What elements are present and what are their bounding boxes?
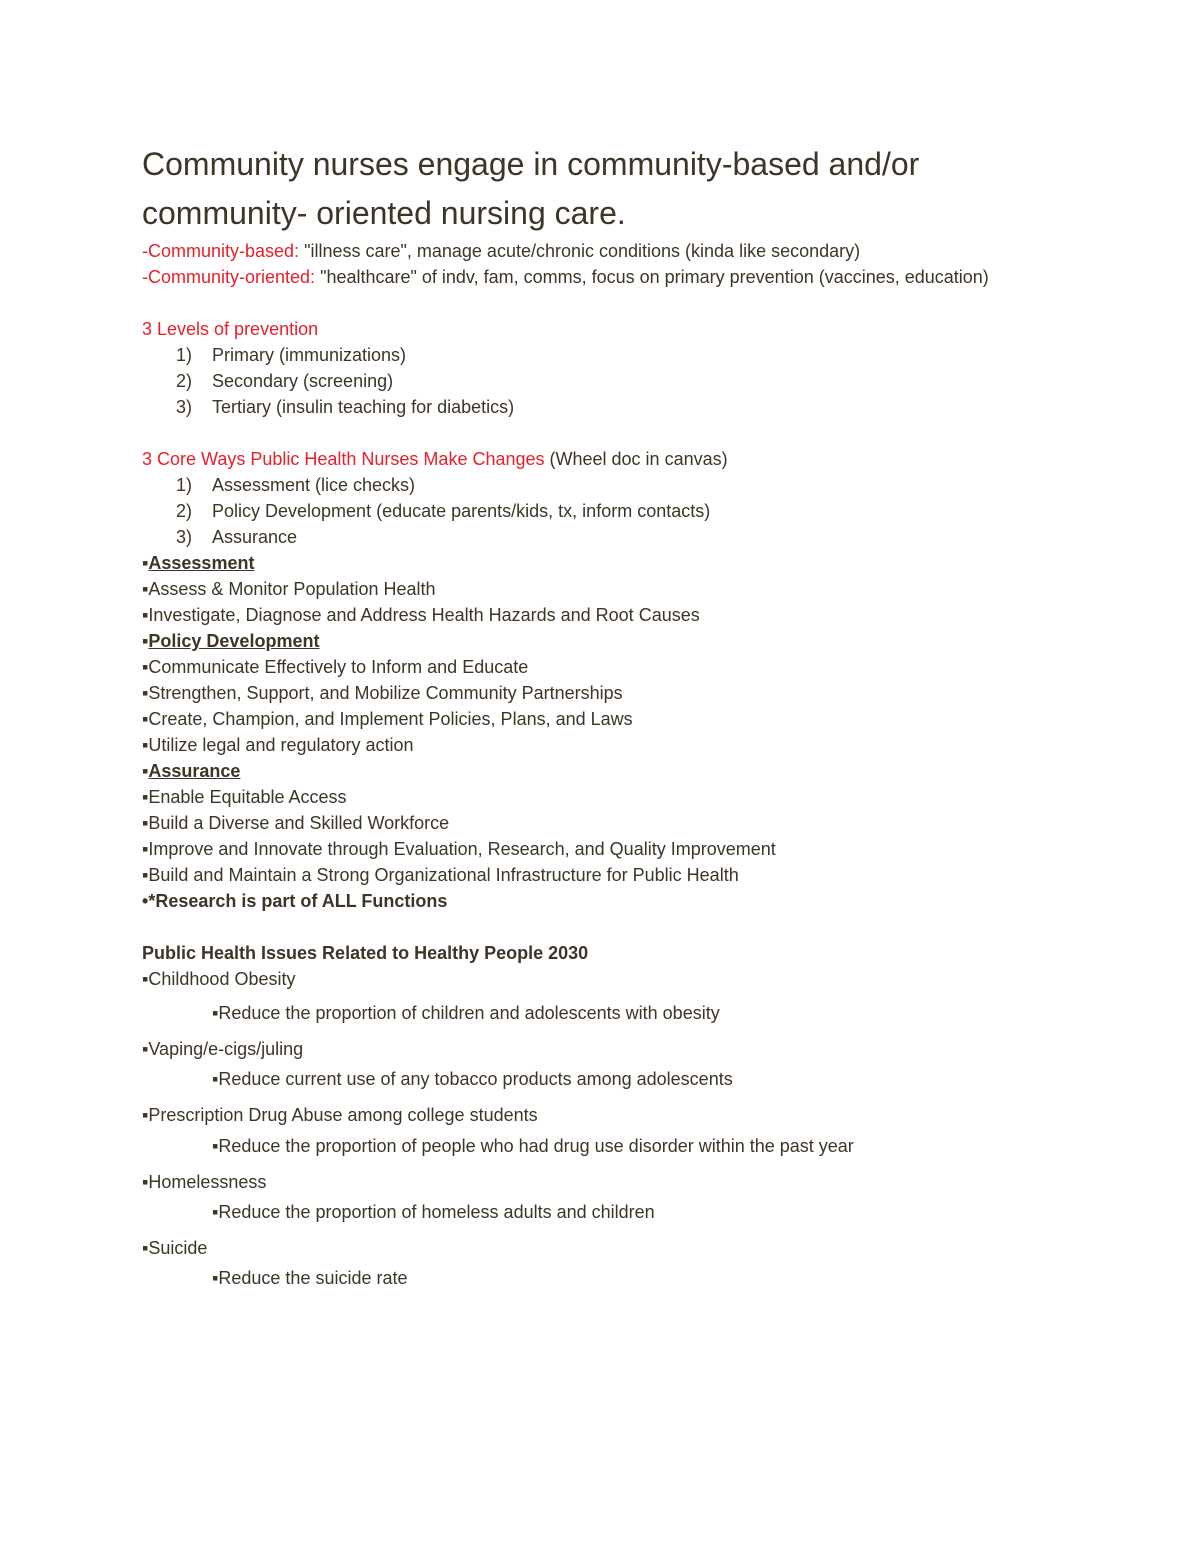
bullet-text: Enable Equitable Access — [148, 787, 347, 807]
bullet-icon: ▪ — [142, 553, 149, 573]
policy-title: Policy Development — [148, 631, 320, 651]
issues-heading: Public Health Issues Related to Healthy People 2030 — [142, 943, 589, 963]
bullet-text: Create, Champion, and Implement Policies, Plans, and Laws — [148, 709, 633, 729]
research-text: *Research is part of ALL Functions — [148, 891, 448, 911]
goal-text: Reduce the proportion of people who had drug use disorder within the past year — [218, 1136, 854, 1156]
goal-text: Reduce current use of any tobacco products among adolescents — [218, 1069, 733, 1089]
list-number: 2) — [176, 371, 193, 391]
bullet-icon: ▪ — [212, 1268, 219, 1288]
spacer — [142, 914, 1042, 940]
bullet-icon: ▪ — [142, 1172, 149, 1192]
bullet-item — [142, 602, 1042, 628]
bullet-icon: ▪ — [142, 1238, 149, 1258]
list-text: Assessment (lice checks) — [212, 475, 416, 495]
issue-goal — [142, 1133, 1042, 1159]
issue-item — [142, 1102, 1042, 1128]
list-item — [142, 524, 1042, 550]
bullet-item — [142, 732, 1042, 758]
page-title: Community nurses engage in community-based and/or community- oriented nursing care. — [142, 146, 920, 231]
list-item — [142, 498, 1042, 524]
list-text: Assurance — [212, 527, 298, 547]
bullet-icon: • — [142, 891, 149, 911]
assurance-title: Assurance — [148, 761, 241, 781]
definition-community-based — [142, 238, 1042, 264]
definition-text: "illness care", manage acute/chronic conditions (kinda like secondary) — [299, 241, 861, 261]
definition-text: "healthcare" of indv, fam, comms, focus on primary prevention (vaccines, education) — [315, 267, 989, 287]
bullet-icon: ▪ — [212, 1202, 219, 1222]
bullet-text: Assess & Monitor Population Health — [148, 579, 436, 599]
bullet-item — [142, 784, 1042, 810]
bullet-icon: ▪ — [142, 579, 149, 599]
bullet-icon: ▪ — [142, 631, 149, 651]
list-item — [142, 394, 1042, 420]
bullet-icon: ▪ — [142, 709, 149, 729]
assessment-title: Assessment — [148, 553, 255, 573]
issue-item — [142, 1235, 1042, 1261]
issue-text: Prescription Drug Abuse among college students — [148, 1105, 538, 1125]
list-item — [142, 472, 1042, 498]
list-number: 3) — [176, 397, 193, 417]
list-item — [142, 342, 1042, 368]
bullet-text: Strengthen, Support, and Mobilize Community Partnerships — [148, 683, 623, 703]
bullet-icon: ▪ — [142, 813, 149, 833]
bullet-icon: ▪ — [142, 865, 149, 885]
core-ways-title: 3 Core Ways Public Health Nurses Make Changes — [142, 449, 545, 469]
list-number: 1) — [176, 475, 193, 495]
assessment-heading — [142, 550, 1042, 576]
bullet-icon: ▪ — [142, 969, 149, 989]
goal-text: Reduce the suicide rate — [218, 1268, 408, 1288]
bullet-text: Build a Diverse and Skilled Workforce — [148, 813, 450, 833]
levels-heading: 3 Levels of prevention — [142, 319, 319, 339]
bullet-icon: ▪ — [142, 605, 149, 625]
list-text: Tertiary (insulin teaching for diabetics) — [212, 397, 515, 417]
list-item — [142, 368, 1042, 394]
issue-item — [142, 1169, 1042, 1195]
assurance-heading — [142, 758, 1042, 784]
issue-text: Homelessness — [148, 1172, 267, 1192]
bullet-icon: ▪ — [212, 1003, 219, 1023]
list-text: Secondary (screening) — [212, 371, 394, 391]
spacer — [142, 290, 1042, 316]
bullet-icon: ▪ — [142, 735, 149, 755]
bullet-text: Communicate Effectively to Inform and Educate — [148, 657, 529, 677]
bullet-icon: ▪ — [142, 761, 149, 781]
issue-goal — [142, 1199, 1042, 1225]
bullet-text: Investigate, Diagnose and Address Health Hazards and Root Causes — [148, 605, 700, 625]
definition-term: -Community-based: — [142, 241, 300, 261]
goal-text: Reduce the proportion of children and adolescents with obesity — [218, 1003, 720, 1023]
research-note — [142, 888, 1042, 914]
bullet-item — [142, 576, 1042, 602]
issue-text: Vaping/e-cigs/juling — [148, 1039, 304, 1059]
bullet-icon: ▪ — [142, 683, 149, 703]
bullet-icon: ▪ — [142, 657, 149, 677]
issue-goal — [142, 1066, 1042, 1092]
list-number: 1) — [176, 345, 193, 365]
bullet-text: Improve and Innovate through Evaluation, Research, and Quality Improvement — [148, 839, 776, 859]
issue-item — [142, 966, 1042, 992]
list-text: Primary (immunizations) — [212, 345, 407, 365]
definition-term: -Community-oriented: — [142, 267, 316, 287]
bullet-icon: ▪ — [142, 1039, 149, 1059]
policy-heading — [142, 628, 1042, 654]
bullet-item — [142, 810, 1042, 836]
bullet-icon: ▪ — [142, 1105, 149, 1125]
issue-text: Childhood Obesity — [148, 969, 296, 989]
bullet-text: Utilize legal and regulatory action — [148, 735, 414, 755]
bullet-text: Build and Maintain a Strong Organizational Infrastructure for Public Health — [148, 865, 739, 885]
issue-goal — [142, 1000, 1042, 1026]
bullet-item — [142, 706, 1042, 732]
issue-text: Suicide — [148, 1238, 208, 1258]
bullet-icon: ▪ — [142, 839, 149, 859]
bullet-item — [142, 862, 1042, 888]
list-number: 3) — [176, 527, 193, 547]
core-ways-note: (Wheel doc in canvas) — [544, 449, 728, 469]
list-number: 2) — [176, 501, 193, 521]
bullet-item — [142, 654, 1042, 680]
bullet-icon: ▪ — [142, 787, 149, 807]
spacer — [142, 420, 1042, 446]
definition-community-oriented — [142, 264, 1042, 290]
list-text: Policy Development (educate parents/kids, tx, inform contacts) — [212, 501, 711, 521]
bullet-item — [142, 836, 1042, 862]
goal-text: Reduce the proportion of homeless adults and children — [218, 1202, 655, 1222]
bullet-icon: ▪ — [212, 1136, 219, 1156]
bullet-item — [142, 680, 1042, 706]
document-page — [142, 140, 1042, 1301]
issue-goal — [142, 1265, 1042, 1291]
core-ways-heading — [142, 446, 1042, 472]
issue-item — [142, 1036, 1042, 1062]
bullet-icon: ▪ — [212, 1069, 219, 1089]
